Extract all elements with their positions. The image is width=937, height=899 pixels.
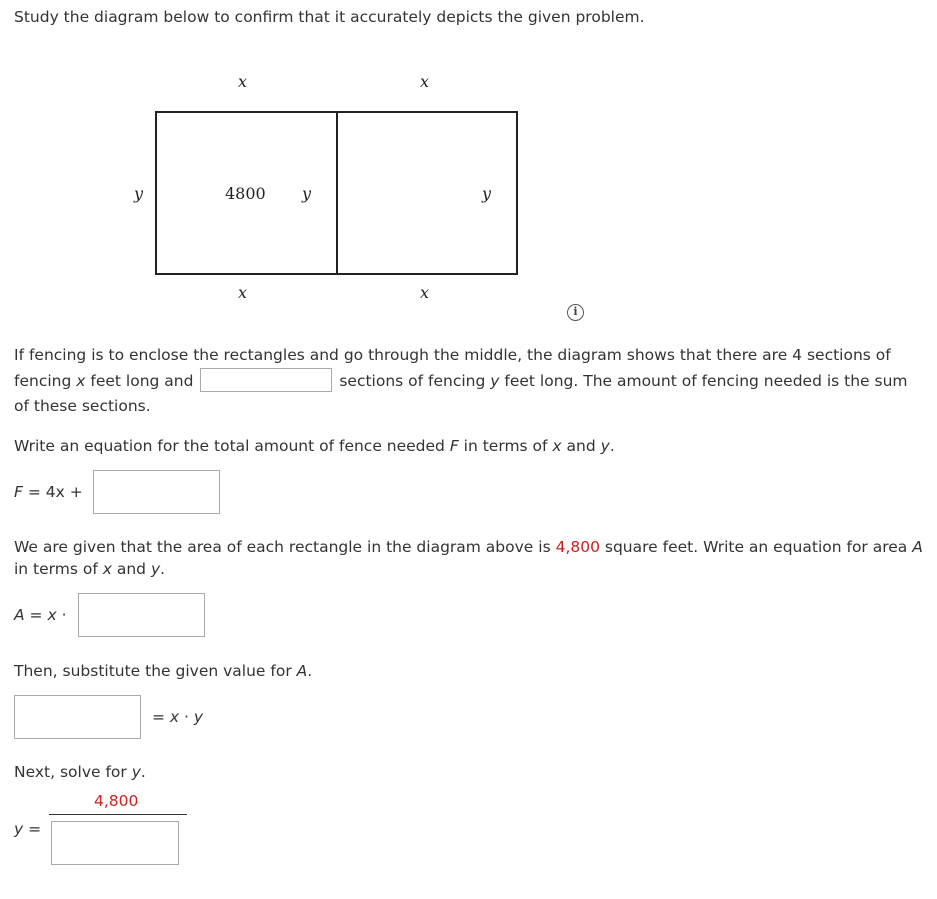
substitute-rhs-x: x (169, 708, 180, 726)
solve-text-1: Next, solve for (14, 763, 132, 781)
eq-prompt-text-1: Write an equation for the total amount of fence needed (14, 437, 450, 455)
substitute-prompt (14, 662, 312, 680)
substitute-rhs-dot: · (179, 708, 194, 726)
area-prompt-text-1: We are given that the area of each rectangle in the diagram above is (14, 538, 556, 556)
a-equation-eq: = (24, 606, 48, 624)
equation-prompt (14, 437, 615, 455)
a-equation-dot: · (56, 606, 67, 624)
eq-prompt-var-y: y (600, 437, 610, 455)
substitute-text-2: . (307, 662, 313, 680)
eq-prompt-var-F: F (449, 437, 459, 455)
solve-text-2: . (140, 763, 146, 781)
substitute-var-A: A (296, 662, 308, 680)
substitute-text-1: Then, substitute the given value for (14, 662, 297, 680)
eq-prompt-text-4: . (609, 437, 615, 455)
substitute-answer-input[interactable] (14, 695, 141, 739)
solve-y-eq: = (23, 820, 42, 838)
f-equation-label (14, 483, 83, 501)
fencing-text-2: feet long and (85, 372, 194, 390)
eq-prompt-text-2: in terms of (458, 437, 553, 455)
solve-y-label (14, 820, 41, 838)
intro-text: Study the diagram below to confirm that it accurately depicts the given problem. (14, 8, 645, 26)
area-prompt (14, 536, 924, 580)
diagram-bottom-right-x: x (420, 283, 430, 302)
fencing-sections-input[interactable] (200, 368, 332, 392)
area-prompt-var-x: x (102, 560, 112, 578)
diagram-right-y: y (482, 184, 492, 203)
solve-denominator-input[interactable] (51, 821, 179, 865)
solve-y-var: y (14, 820, 24, 838)
a-answer-input[interactable] (78, 593, 205, 637)
area-prompt-text-2: square feet. Write an equation for area (599, 538, 913, 556)
fencing-paragraph (14, 343, 924, 419)
area-prompt-var-y: y (150, 560, 161, 578)
a-equation-var-x: x (47, 606, 57, 624)
eq-prompt-var-x: x (552, 437, 562, 455)
diagram-top-left-x: x (238, 72, 248, 91)
diagram-left-y: y (134, 184, 144, 203)
fencing-text-1: If fencing is to enclose the rectangles and go through the middle, the diagram shows that there are 4 sections of fencing (14, 346, 891, 390)
substitute-rhs-eq: = (152, 708, 170, 726)
solve-prompt (14, 763, 146, 781)
area-value: 4,800 (555, 538, 600, 556)
a-equation-label (14, 606, 67, 624)
fencing-text-3: sections of fencing (339, 372, 491, 390)
substitute-rhs-y: y (193, 708, 204, 726)
info-icon-glyph: i (573, 305, 578, 318)
area-prompt-var-A: A (912, 538, 923, 556)
substitute-rhs (152, 708, 203, 726)
info-icon[interactable] (567, 304, 584, 321)
f-equation-var-F: F (14, 483, 23, 501)
fencing-var-x: x (76, 372, 86, 390)
area-prompt-text-5: . (160, 560, 166, 578)
a-equation-var-A: A (14, 606, 25, 624)
diagram-middle-y: y (302, 184, 312, 203)
fencing-var-y: y (490, 372, 500, 390)
f-equation-rest: = 4x + (22, 483, 83, 501)
fencing-text-4: feet long. The amount of fencing needed is the sum of these sections. (14, 372, 908, 415)
solve-var-y: y (131, 763, 141, 781)
diagram-area-label: 4800 (225, 184, 266, 203)
f-answer-input[interactable] (93, 470, 220, 514)
solve-numerator: 4,800 (94, 792, 139, 810)
diagram-bottom-left-x: x (238, 283, 248, 302)
area-prompt-text-3: in terms of (14, 560, 103, 578)
eq-prompt-text-3: and (561, 437, 601, 455)
fraction-bar (49, 814, 187, 815)
area-prompt-text-4: and (111, 560, 151, 578)
diagram-top-right-x: x (420, 72, 430, 91)
